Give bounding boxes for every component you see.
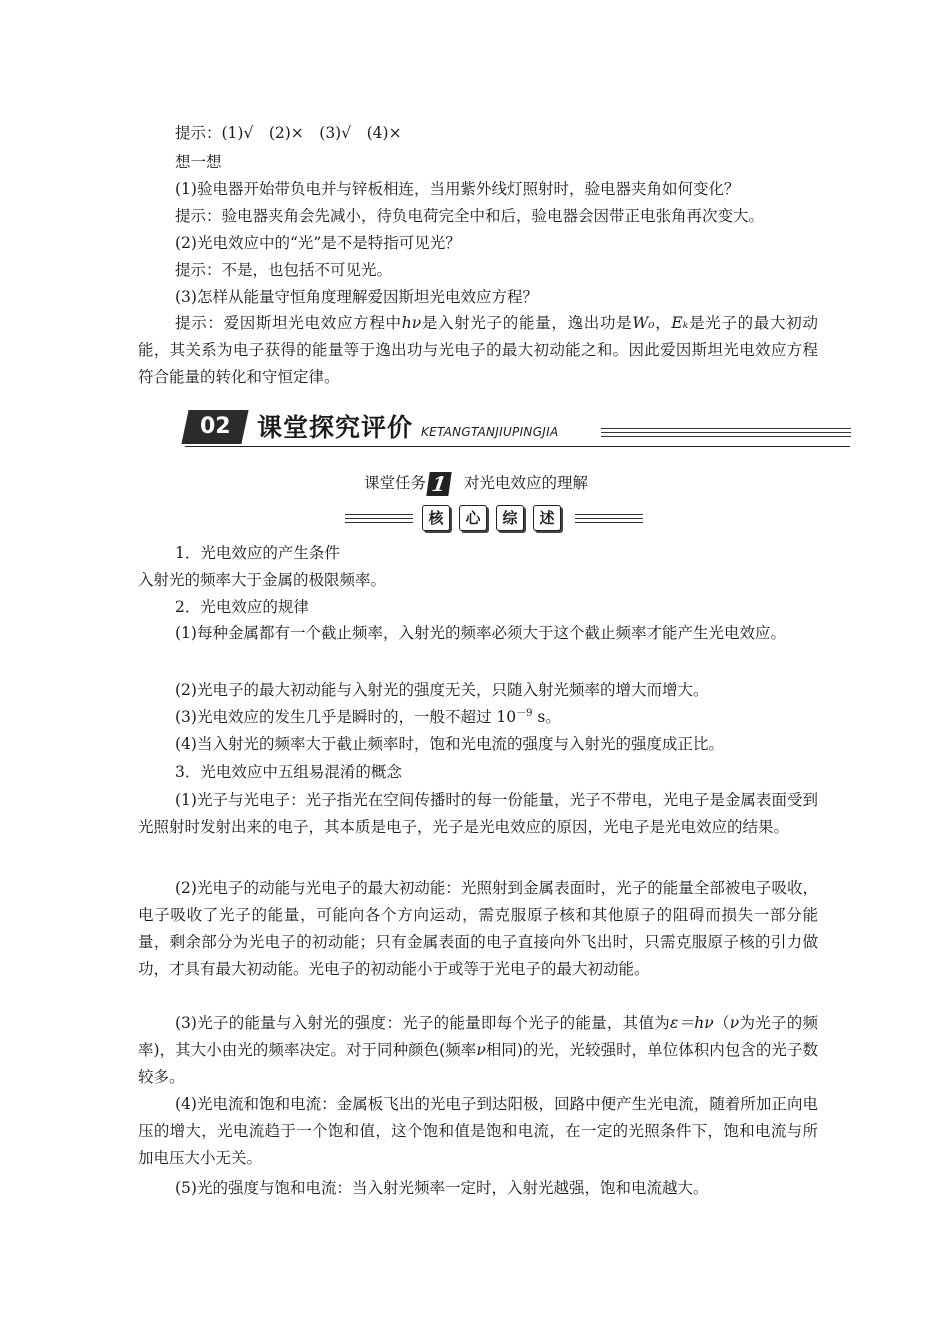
answer-2: 提示：不是，也包括不可见光。 <box>175 261 393 279</box>
core-rule-left <box>345 522 413 523</box>
rule-3-unit: s。 <box>532 708 561 726</box>
symbol-nu: ν <box>729 1014 740 1032</box>
task-prefix: 课堂任务 <box>364 474 427 492</box>
banner-rule <box>601 436 851 437</box>
paragraph-1: 入射光的频率大于金属的极限频率。 <box>138 571 387 589</box>
concept-3-text: (3)光子的能量与入射光的强度：光子的能量即每个光子的能量，其值为 <box>175 1014 670 1032</box>
core-summary-char: 心 <box>459 505 487 531</box>
concept-3 <box>138 1010 818 1091</box>
concept-3-text: 相同)的光，光较强时，单位体积内包含的光子数较多。 <box>138 1041 818 1086</box>
concept-3-text: 为光子的频率)，其大小由光的频率决定。对于同种颜色(频率 <box>138 1014 818 1059</box>
core-rule-left <box>345 518 413 519</box>
concept-3-text: （ <box>713 1014 730 1032</box>
heading-2: 2．光电效应的规律 <box>175 598 309 616</box>
heading-1: 1．光电效应的产生条件 <box>175 544 340 562</box>
rule-4: (4)当入射光的频率大于截止频率时，饱和光电流的强度与入射光的强度成正比。 <box>175 735 724 753</box>
concept-4: (4)光电流和饱和电流：金属板飞出的光电子到达阳极，回路中便产生光电流，随着所加正向电压的增大，光电流趋于一个饱和值，这个饱和值是饱和电流，在一定的光照条件下，饱和电流与所加电压大小无关。 <box>138 1095 818 1167</box>
core-summary-char: 述 <box>533 505 561 531</box>
answer-3 <box>138 310 818 391</box>
answer-3-sep: ， <box>654 314 672 332</box>
question-2: (2)光电效应中的“光”是不是特指可见光？ <box>175 234 461 252</box>
heading-3: 3．光电效应中五组易混淆的概念 <box>175 763 402 781</box>
rule-2: (2)光电子的最大初动能与入射光的强度无关，只随入射光频率的增大而增大。 <box>175 681 709 699</box>
answer-1: 提示：验电器夹角会先减小，待负电荷完全中和后，验电器会因带正电张角再次变大。 <box>175 207 765 225</box>
question-3: (3)怎样从能量守恒角度理解爱因斯坦光电效应方程？ <box>175 288 538 306</box>
answer-3-text: 是入射光子的能量，逸出功是 <box>421 314 633 332</box>
task-heading <box>364 470 588 496</box>
banner-rule <box>601 432 851 433</box>
hint-answers: 提示：(1)√ (2)× (3)√ (4)× <box>175 124 402 142</box>
core-rule-left <box>345 514 413 515</box>
core-rule-right <box>575 522 643 523</box>
core-rule-right <box>575 514 643 515</box>
rule-3-exponent: －9 <box>516 708 533 719</box>
banner-rule <box>601 428 851 429</box>
task-title: 对光电效应的理解 <box>464 474 589 492</box>
formula-hv: hν <box>401 314 422 332</box>
core-summary-heading <box>345 505 640 531</box>
section-number: 02 <box>199 414 231 439</box>
concept-1: (1)光子与光电子：光子指光在空间传播时的每一份能量，光子不带电，光电子是金属表面受到光照射时发射出来的电子，其本质是电子，光子是光电效应的原因，光电子是光电效应的结果。 <box>138 791 818 836</box>
section-number-badge <box>181 410 248 444</box>
task-number-badge: 1 <box>426 472 451 496</box>
formula-epsilon: ε＝hν <box>669 1014 714 1032</box>
rule-1: (1)每种金属都有一个截止频率，入射光的频率必须大于这个截止频率才能产生光电效应。 <box>175 624 786 642</box>
symbol-ek: Eₖ <box>671 314 689 332</box>
rule-3-text: (3)光电效应的发生几乎是瞬时的，一般不超过 10 <box>175 708 517 726</box>
question-1: (1)验电器开始带负电并与锌板相连，当用紫外线灯照射时，验电器夹角如何变化？ <box>175 180 740 198</box>
core-summary-char: 核 <box>422 505 450 531</box>
rule-3 <box>175 707 865 727</box>
concept-5: (5)光的强度与饱和电流：当入射光频率一定时，入射光越强，饱和电流越大。 <box>175 1179 709 1197</box>
symbol-w0: W₀ <box>632 314 655 332</box>
think-title: 想一想 <box>175 153 222 171</box>
core-rule-right <box>575 518 643 519</box>
answer-3-text: 提示：爱因斯坦光电效应方程中 <box>175 314 402 332</box>
section-title: 课堂探究评价 <box>257 413 414 442</box>
answer-3-text: 是光子的最大初动能，其关系为电子获得的能量等于逸出功与光电子的最大初动能之和。因此爱因斯坦光电效应方程符合能量的转化和守恒定律。 <box>138 314 818 386</box>
section-pinyin: KETANGTANJIUPINGJIA <box>421 425 559 439</box>
concept-2: (2)光电子的动能与光电子的最大初动能：光照射到金属表面时，光子的能量全部被电子吸收，电子吸收了光子的能量，可能向各个方向运动，需克服原子核和其他原子的阻碍而损失一部分能量，剩余部分为光电子的初动能；只有金属表面的电子直接向外飞出时，只需克服原子核的引力做功，才具有最大初动能。光电子的初动能小于或等于光电子的最大初动能。 <box>138 879 818 978</box>
section-banner <box>185 408 850 448</box>
symbol-nu: ν <box>476 1041 486 1059</box>
banner-baseline <box>185 446 850 447</box>
core-summary-char: 综 <box>496 505 524 531</box>
